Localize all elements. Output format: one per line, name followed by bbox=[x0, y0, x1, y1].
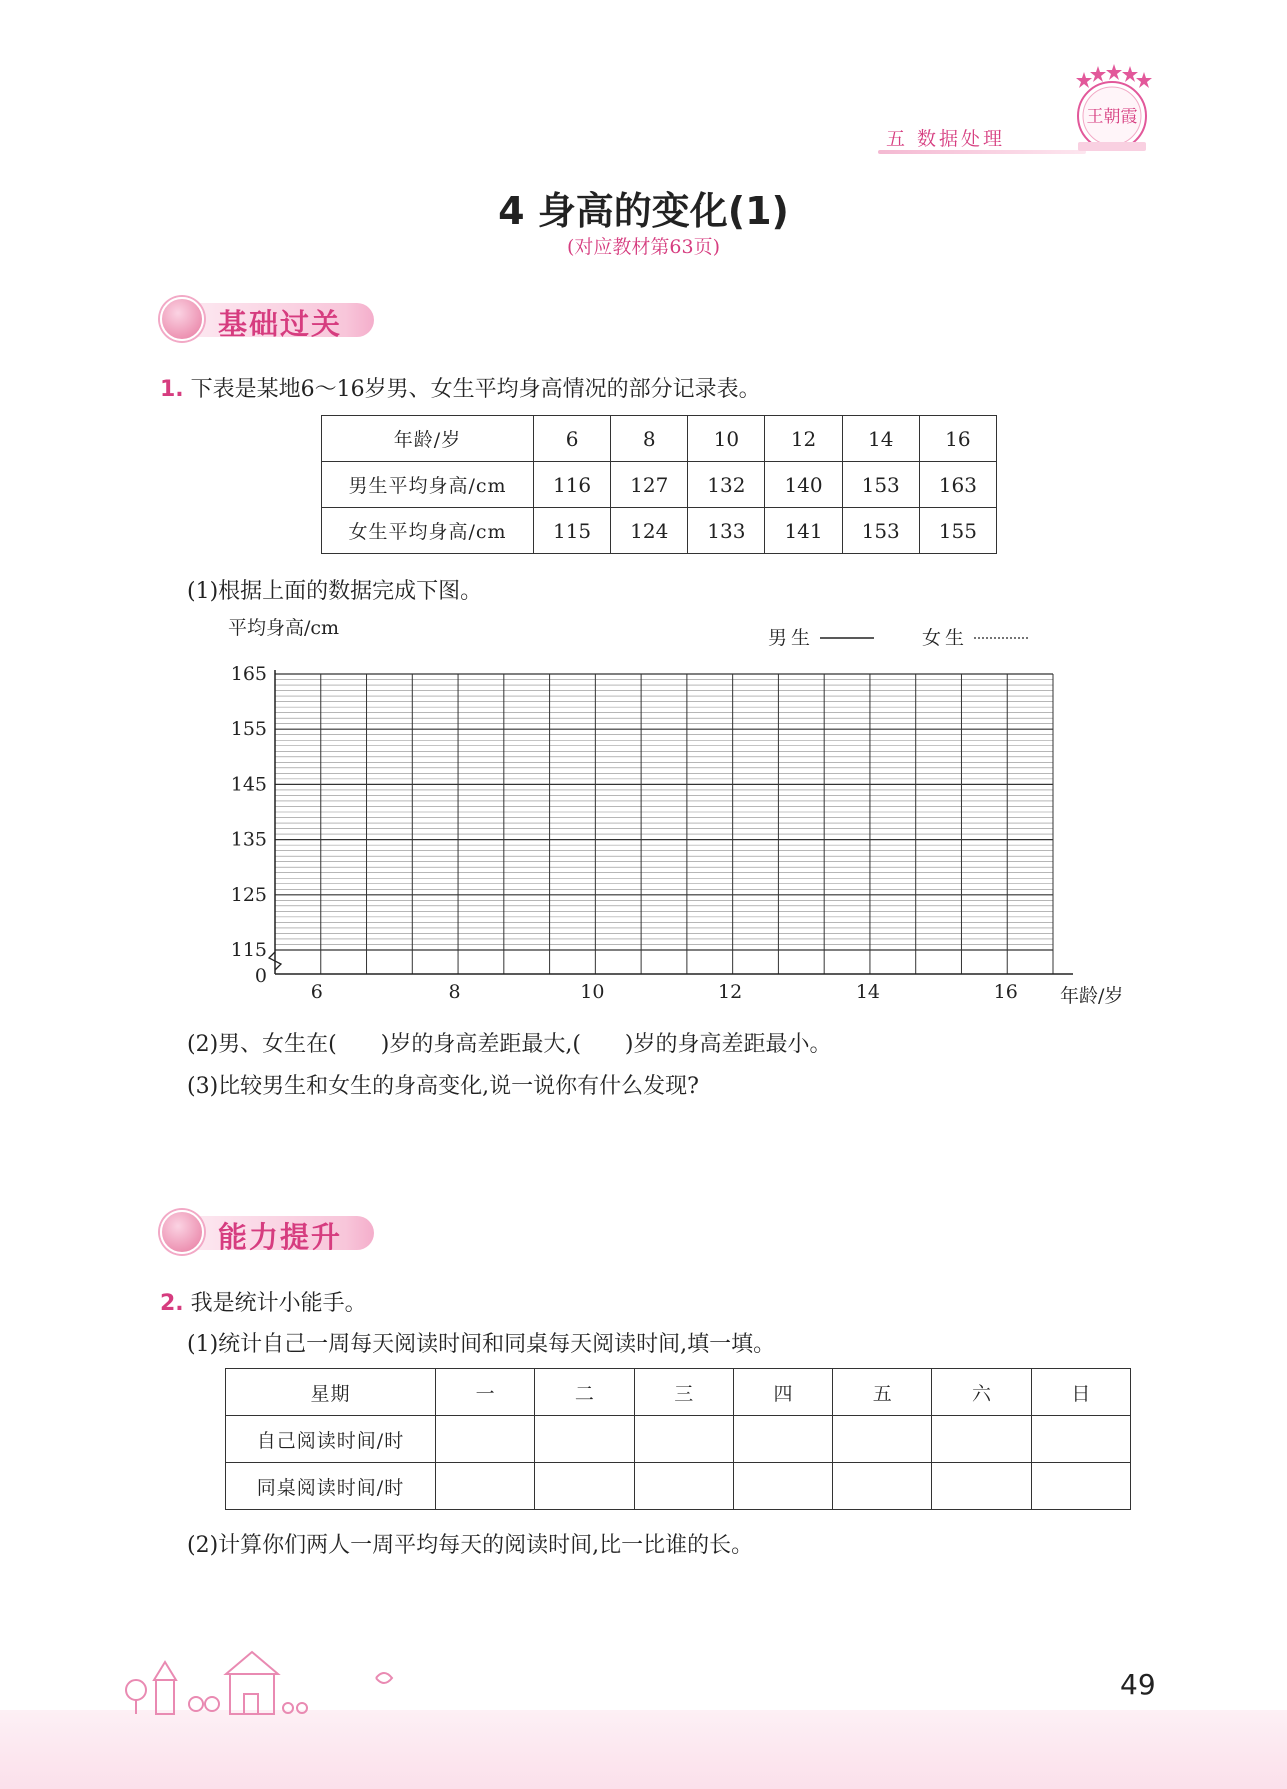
table-cell: 四 bbox=[733, 1369, 832, 1416]
y-tick-label: 0 bbox=[254, 965, 267, 987]
y-tick-label: 115 bbox=[230, 939, 267, 961]
table-cell: 10 bbox=[688, 416, 765, 462]
table-cell: 127 bbox=[611, 462, 688, 508]
section-banner-advanced bbox=[160, 1210, 374, 1256]
cartoon-face-icon bbox=[160, 297, 204, 341]
question-text: 我是统计小能手。 bbox=[190, 1291, 367, 1316]
cartoon-face-icon bbox=[160, 1210, 204, 1254]
question-1-part-2: (2)男、女生在( )岁的身高差距最大,( )岁的身高差距最小。 bbox=[187, 1032, 832, 1057]
chapter-tag: 五 数据处理 bbox=[886, 128, 1006, 150]
question-2-part-1: (1)统计自己一周每天阅读时间和同桌每天阅读时间,填一填。 bbox=[187, 1332, 776, 1357]
page-number: 49 bbox=[1120, 1668, 1156, 1701]
table-cell: 日 bbox=[1031, 1369, 1130, 1416]
table-cell: 8 bbox=[611, 416, 688, 462]
logo-text: 王朝霞 bbox=[1086, 107, 1138, 127]
footer-band bbox=[0, 1710, 1287, 1789]
answer-cell[interactable] bbox=[535, 1416, 634, 1463]
y-tick-label: 155 bbox=[230, 718, 267, 741]
table-row bbox=[322, 462, 997, 508]
chart-axes bbox=[269, 670, 1073, 974]
table-cell: 女生平均身高/cm bbox=[322, 508, 534, 554]
y-tick-label: 125 bbox=[230, 883, 267, 906]
x-tick-label: 16 bbox=[993, 981, 1018, 1003]
table-cell: 三 bbox=[634, 1369, 733, 1416]
y-tick-label: 165 bbox=[230, 663, 267, 685]
chapter-tag-underline bbox=[878, 150, 1086, 154]
answer-cell[interactable] bbox=[1031, 1416, 1130, 1463]
table-cell: 14 bbox=[842, 416, 919, 462]
table-row bbox=[226, 1416, 1131, 1463]
question-1-part-1: (1)根据上面的数据完成下图。 bbox=[187, 579, 483, 604]
table-row bbox=[226, 1369, 1131, 1416]
chart-grid-minor bbox=[275, 674, 1053, 950]
table-cell: 自己阅读时间/时 bbox=[226, 1416, 436, 1463]
table-row bbox=[322, 508, 997, 554]
answer-cell[interactable] bbox=[833, 1463, 932, 1510]
answer-cell[interactable] bbox=[634, 1416, 733, 1463]
table-cell: 一 bbox=[436, 1369, 535, 1416]
table-cell: 153 bbox=[842, 462, 919, 508]
answer-cell[interactable] bbox=[634, 1463, 733, 1510]
brand-logo bbox=[1064, 60, 1156, 156]
answer-cell[interactable] bbox=[833, 1416, 932, 1463]
table-cell: 年龄/岁 bbox=[322, 416, 534, 462]
table-cell: 115 bbox=[534, 508, 611, 554]
page-title: 4 身高的变化(1) bbox=[498, 189, 789, 233]
table-cell: 141 bbox=[765, 508, 842, 554]
x-tick-label: 14 bbox=[855, 981, 881, 1003]
answer-cell[interactable] bbox=[436, 1463, 535, 1510]
table-row bbox=[322, 416, 997, 462]
section-label: 基础过关 bbox=[218, 307, 343, 341]
legend-label-girls: 女生 bbox=[922, 627, 969, 649]
answer-cell[interactable] bbox=[932, 1416, 1031, 1463]
question-1-part-3: (3)比较男生和女生的身高变化,说一说你有什么发现? bbox=[187, 1074, 699, 1099]
table-cell: 同桌阅读时间/时 bbox=[226, 1463, 436, 1510]
answer-cell[interactable] bbox=[535, 1463, 634, 1510]
table-cell: 6 bbox=[534, 416, 611, 462]
table-cell: 163 bbox=[919, 462, 996, 508]
answer-cell[interactable] bbox=[733, 1416, 832, 1463]
question-number: 1. bbox=[160, 377, 184, 402]
table-cell: 六 bbox=[932, 1369, 1031, 1416]
table-cell: 124 bbox=[611, 508, 688, 554]
table-row bbox=[226, 1463, 1131, 1510]
table-cell: 二 bbox=[535, 1369, 634, 1416]
castle-doodle-icon bbox=[118, 1648, 438, 1718]
answer-cell[interactable] bbox=[1031, 1463, 1130, 1510]
x-axis-title: 年龄/岁 bbox=[1060, 985, 1124, 1007]
table-cell: 星期 bbox=[226, 1369, 436, 1416]
x-tick-label: 8 bbox=[448, 981, 461, 1003]
question-2-part-2: (2)计算你们两人一周平均每天的阅读时间,比一比谁的长。 bbox=[187, 1533, 754, 1558]
answer-cell[interactable] bbox=[436, 1416, 535, 1463]
table-cell: 男生平均身高/cm bbox=[322, 462, 534, 508]
y-tick-label: 135 bbox=[230, 828, 267, 851]
y-axis-title: 平均身高/cm bbox=[228, 617, 340, 639]
question-text: 下表是某地6～16岁男、女生平均身高情况的部分记录表。 bbox=[190, 377, 761, 402]
question-1 bbox=[160, 372, 761, 403]
section-banner-basic bbox=[160, 297, 374, 343]
legend-label-boys: 男生 bbox=[768, 627, 815, 649]
x-tick-label: 10 bbox=[580, 981, 605, 1003]
question-number: 2. bbox=[160, 1291, 184, 1316]
height-table bbox=[321, 415, 997, 554]
x-tick-label: 12 bbox=[718, 981, 743, 1003]
height-chart bbox=[200, 610, 1140, 1020]
table-cell: 116 bbox=[534, 462, 611, 508]
page-subtitle: (对应教材第63页) bbox=[566, 236, 720, 258]
table-cell: 132 bbox=[688, 462, 765, 508]
table-cell: 16 bbox=[919, 416, 996, 462]
reading-table bbox=[225, 1368, 1131, 1510]
question-2 bbox=[160, 1286, 367, 1317]
y-tick-label: 145 bbox=[230, 773, 267, 796]
table-cell: 155 bbox=[919, 508, 996, 554]
section-label: 能力提升 bbox=[218, 1220, 343, 1254]
table-cell: 153 bbox=[842, 508, 919, 554]
answer-cell[interactable] bbox=[932, 1463, 1031, 1510]
table-cell: 133 bbox=[688, 508, 765, 554]
x-tick-label: 6 bbox=[310, 981, 323, 1003]
table-cell: 五 bbox=[833, 1369, 932, 1416]
table-cell: 140 bbox=[765, 462, 842, 508]
answer-cell[interactable] bbox=[733, 1463, 832, 1510]
chart-grid-major bbox=[275, 674, 1053, 974]
table-cell: 12 bbox=[765, 416, 842, 462]
